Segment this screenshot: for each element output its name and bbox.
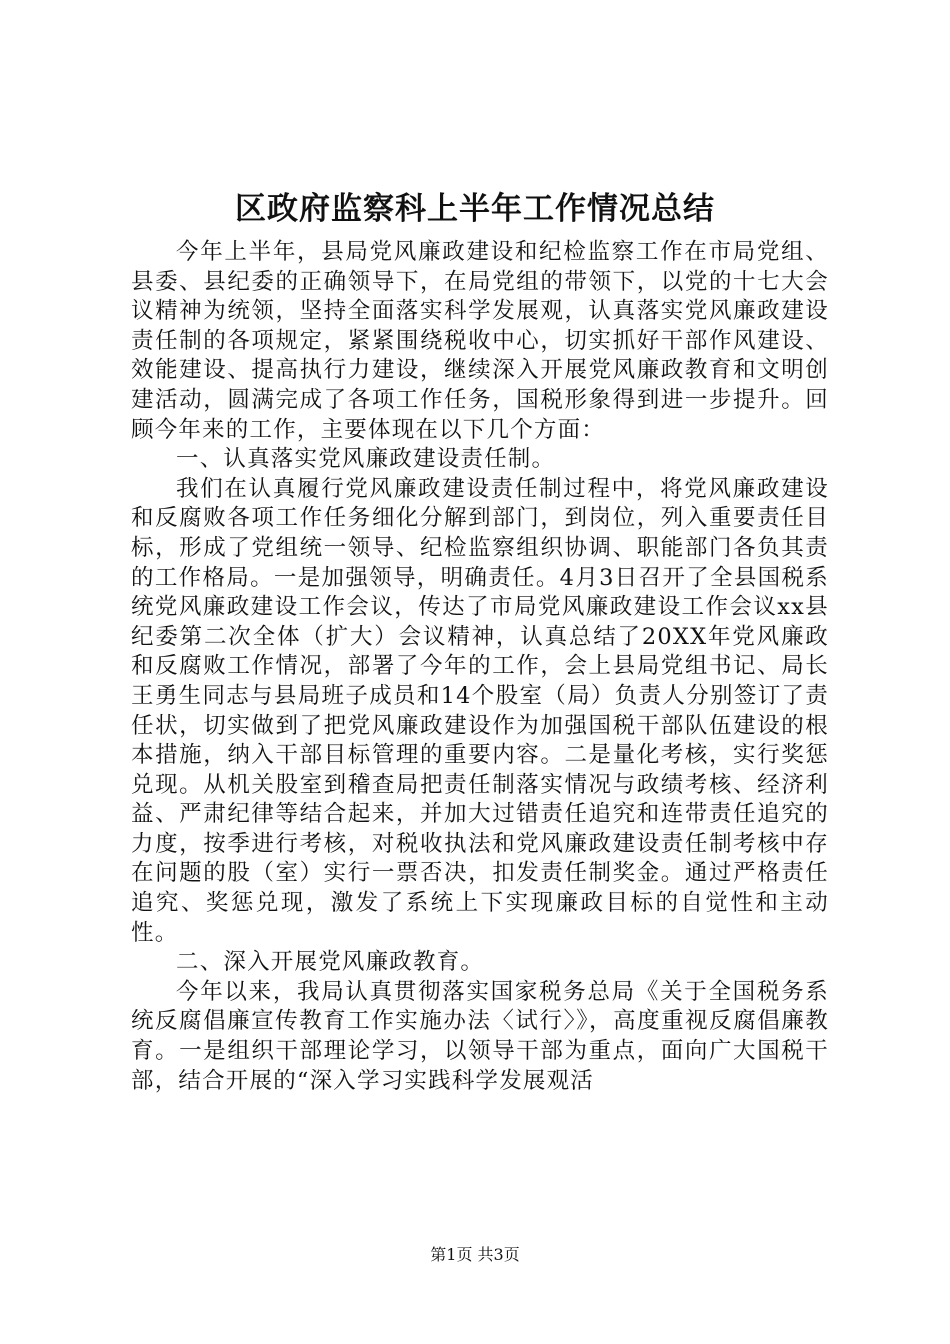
document-title: 区政府监察科上半年工作情况总结 [235,191,715,227]
document-body [131,238,829,1096]
paragraph-section-1: 我们在认真履行党风廉政建设责任制过程中，将党风廉政建设和反腐败各项工作任务细化分解到部门，到岗位，列入重要责任目标，形成了党组统一领导、纪检监察组织协调、职能部门各负其责的工作格局。一是加强领导，明确责任。4月3日召开了全县国税系统党风廉政建设工作会议，传达了市局党风廉政建设工作会议xx县纪委第二次全体（扩大）会议精神，认真总结了20XX年党风廉政和反腐败工作情况，部署了今年的工作，会上县局党组书记、局长王勇生同志与县局班子成员和14个股室（局）负责人分别签订了责任状，切实做到了把党风廉政建设作为加强国税干部队伍建设的根本措施，纳入干部目标管理的重要内容。二是量化考核，实行奖惩兑现。从机关股室到稽查局把责任制落实情况与政绩考核、经济利益、严肃纪律等结合起来，并加大过错责任追究和连带责任追究的力度，按季进行考核，对税收执法和党风廉政建设责任制考核中存在问题的股（室）实行一票否决，扣发责任制奖金。通过严格责任追究、奖惩兑现，激发了系统上下实现廉政目标的自觉性和主动性。 [131,475,829,946]
section-heading-2: 二、深入开展党风廉政教育。 [176,949,485,976]
paragraph-intro: 今年上半年，县局党风廉政建设和纪检监察工作在市局党组、县委、县纪委的正确领导下，在局党组的带领下，以党的十七大会议精神为统领，坚持全面落实科学发展观，认真落实党风廉政建设责任制的各项规定，紧紧围绕税收中心，切实抓好干部作风建设、效能建设、提高执行力建设，继续深入开展党风廉政教育和文明创建活动，圆满完成了各项工作任务，国税形象得到进一步提升。回顾今年来的工作，主要体现在以下几个方面： [131,239,829,443]
section-heading-1: 一、认真落实党风廉政建设责任制。 [176,446,556,473]
paragraph-section-2: 今年以来，我局认真贯彻落实国家税务总局《关于全国税务系统反腐倡廉宣传教育工作实施办法〈试行〉》，高度重视反腐倡廉教育。一是组织干部理论学习，以领导干部为重点，面向广大国税干部，结合开展的“深入学习实践科学发展观活 [131,978,829,1094]
page-footer: 第1页 共3页 [430,1245,520,1264]
